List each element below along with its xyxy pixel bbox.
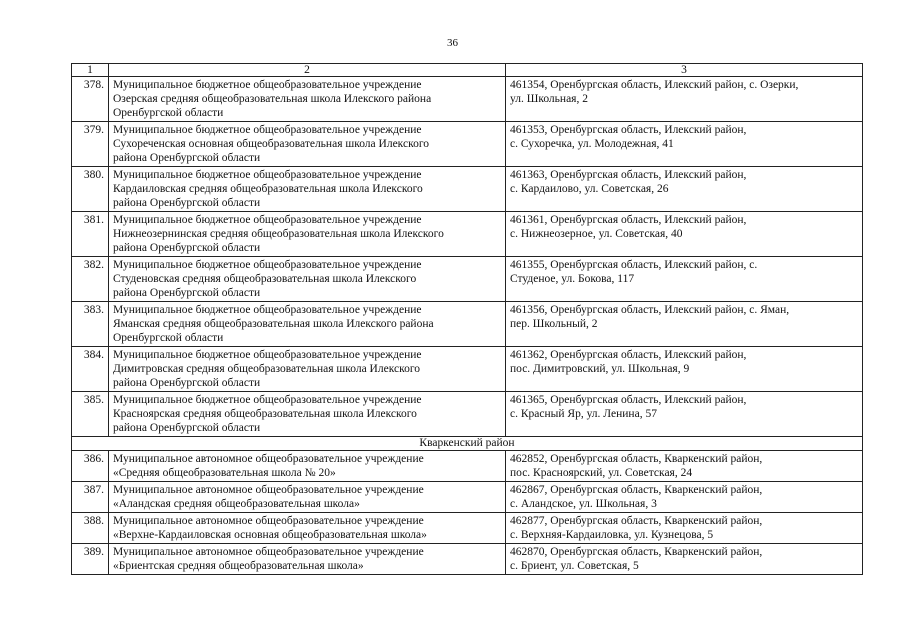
school-name-line: района Оренбургской области xyxy=(113,377,261,389)
table-body-ilek xyxy=(72,77,863,437)
row-number: 378. xyxy=(72,77,109,122)
school-name-line: Кардаиловская средняя общеобразовательная школа Илекского xyxy=(113,183,423,195)
address-line: ул. Школьная, 2 xyxy=(510,93,588,105)
address-cell xyxy=(506,77,863,122)
address-line: 461361, Оренбургская область, Илекский район, xyxy=(510,214,747,226)
table-row xyxy=(72,482,863,513)
school-name-cell xyxy=(109,77,506,122)
address-line: 462870, Оренбургская область, Кваркенский район, xyxy=(510,546,763,558)
address-line: Студеное, ул. Бокова, 117 xyxy=(510,273,635,285)
row-number: 386. xyxy=(72,451,109,482)
school-name-line: «Верхне-Кардаиловская основная общеобразовательная школа» xyxy=(113,529,427,541)
school-name-line: Муниципальное автономное общеобразовательное учреждение xyxy=(113,546,424,558)
school-name-line: Димитровская средняя общеобразовательная школа Илекского xyxy=(113,363,421,375)
school-name-line: Муниципальное бюджетное общеобразовательное учреждение xyxy=(113,349,422,361)
address-cell xyxy=(506,122,863,167)
school-name-cell xyxy=(109,302,506,347)
address-cell xyxy=(506,257,863,302)
address-line: с. Сухоречка, ул. Молодежная, 41 xyxy=(510,138,674,150)
school-name-line: района Оренбургской области xyxy=(113,242,261,254)
row-number: 380. xyxy=(72,167,109,212)
table-row xyxy=(72,77,863,122)
address-line: 462867, Оренбургская область, Кваркенский район, xyxy=(510,484,763,496)
school-name-line: района Оренбургской области xyxy=(113,422,261,434)
school-name-line: Сухореченская основная общеобразовательная школа Илекского xyxy=(113,138,430,150)
school-name-cell xyxy=(109,544,506,575)
school-name-line: Нижнеозернинская средняя общеобразовательная школа Илекского xyxy=(113,228,444,240)
school-name-line: Оренбургской области xyxy=(113,107,224,119)
school-name-line: Муниципальное бюджетное общеобразовательное учреждение xyxy=(113,124,422,136)
school-name-line: Муниципальное автономное общеобразовательное учреждение xyxy=(113,484,424,496)
table-row xyxy=(72,451,863,482)
address-cell xyxy=(506,212,863,257)
address-line: 461356, Оренбургская область, Илекский район, с. Яман, xyxy=(510,304,790,316)
address-line: с. Бриент, ул. Советская, 5 xyxy=(510,560,639,572)
school-name-cell xyxy=(109,167,506,212)
address-cell xyxy=(506,513,863,544)
school-name-line: Оренбургской области xyxy=(113,332,224,344)
address-line: 461355, Оренбургская область, Илекский район, с. xyxy=(510,259,758,271)
school-name-cell xyxy=(109,122,506,167)
district-heading: Кваркенский район xyxy=(72,437,863,451)
address-line: с. Красный Яр, ул. Ленина, 57 xyxy=(510,408,657,420)
address-line: 461363, Оренбургская область, Илекский район, xyxy=(510,169,747,181)
school-name-line: Яманская средняя общеобразовательная школа Илекского района xyxy=(113,318,434,330)
school-name-line: района Оренбургской области xyxy=(113,197,261,209)
table-row xyxy=(72,513,863,544)
address-line: с. Верхняя-Кардаиловка, ул. Кузнецова, 5 xyxy=(510,529,714,541)
row-number: 382. xyxy=(72,257,109,302)
school-name-line: Муниципальное бюджетное общеобразовательное учреждение xyxy=(113,304,422,316)
row-number: 381. xyxy=(72,212,109,257)
address-cell xyxy=(506,392,863,437)
school-name-cell xyxy=(109,513,506,544)
school-name-line: Озерская средняя общеобразовательная школа Илекского района xyxy=(113,93,432,105)
school-name-cell xyxy=(109,347,506,392)
address-line: с. Аландское, ул. Школьная, 3 xyxy=(510,498,657,510)
table-row xyxy=(72,347,863,392)
school-name-line: Муниципальное бюджетное общеобразовательное учреждение xyxy=(113,79,422,91)
table-row xyxy=(72,257,863,302)
row-number: 384. xyxy=(72,347,109,392)
school-name-line: «Аландская средняя общеобразовательная школа» xyxy=(113,498,360,510)
school-name-line: Муниципальное автономное общеобразовательное учреждение xyxy=(113,453,424,465)
table-row xyxy=(72,392,863,437)
table-row xyxy=(72,122,863,167)
school-name-cell xyxy=(109,451,506,482)
column-header-number: 1 xyxy=(72,64,109,77)
address-cell xyxy=(506,167,863,212)
school-name-line: Муниципальное бюджетное общеобразовательное учреждение xyxy=(113,214,422,226)
address-line: 462852, Оренбургская область, Кваркенский район, xyxy=(510,453,763,465)
school-name-line: «Средняя общеобразовательная школа № 20» xyxy=(113,467,336,479)
column-header-name: 2 xyxy=(109,64,506,77)
school-name-line: района Оренбургской области xyxy=(113,152,261,164)
district-heading-row xyxy=(72,437,863,451)
address-cell xyxy=(506,544,863,575)
school-name-line: района Оренбургской области xyxy=(113,287,261,299)
table-row xyxy=(72,167,863,212)
address-cell xyxy=(506,451,863,482)
table-row xyxy=(72,212,863,257)
school-name-cell xyxy=(109,257,506,302)
row-number: 388. xyxy=(72,513,109,544)
table-row xyxy=(72,302,863,347)
address-cell xyxy=(506,302,863,347)
table-body-district xyxy=(72,437,863,451)
page-number: 36 xyxy=(447,37,458,49)
table-header-row xyxy=(72,64,863,77)
address-line: 461362, Оренбургская область, Илекский район, xyxy=(510,349,747,361)
school-name-line: Муниципальное бюджетное общеобразовательное учреждение xyxy=(113,394,422,406)
table-row xyxy=(72,544,863,575)
school-name-line: Студеновская средняя общеобразовательная школа Илекского xyxy=(113,273,417,285)
school-name-cell xyxy=(109,392,506,437)
address-line: 462877, Оренбургская область, Кваркенский район, xyxy=(510,515,763,527)
column-header-address: 3 xyxy=(506,64,863,77)
school-name-line: Муниципальное бюджетное общеобразовательное учреждение xyxy=(113,169,422,181)
address-line: пос. Красноярский, ул. Советская, 24 xyxy=(510,467,693,479)
row-number: 385. xyxy=(72,392,109,437)
address-line: с. Нижнеозерное, ул. Советская, 40 xyxy=(510,228,683,240)
address-line: пос. Димитровский, ул. Школьная, 9 xyxy=(510,363,690,375)
address-cell xyxy=(506,482,863,513)
address-line: пер. Школьный, 2 xyxy=(510,318,598,330)
row-number: 387. xyxy=(72,482,109,513)
school-name-cell xyxy=(109,482,506,513)
table-body-kvarkeno xyxy=(72,451,863,575)
school-name-line: Муниципальное автономное общеобразовательное учреждение xyxy=(113,515,424,527)
row-number: 383. xyxy=(72,302,109,347)
address-line: с. Кардаилово, ул. Советская, 26 xyxy=(510,183,669,195)
school-name-line: «Бриентская средняя общеобразовательная школа» xyxy=(113,560,364,572)
row-number: 379. xyxy=(72,122,109,167)
school-name-line: Муниципальное бюджетное общеобразовательное учреждение xyxy=(113,259,422,271)
school-name-line: Красноярская средняя общеобразовательная школа Илекского xyxy=(113,408,417,420)
address-line: 461353, Оренбургская область, Илекский район, xyxy=(510,124,747,136)
address-cell xyxy=(506,347,863,392)
schools-table xyxy=(71,63,863,575)
row-number: 389. xyxy=(72,544,109,575)
school-name-cell xyxy=(109,212,506,257)
address-line: 461354, Оренбургская область, Илекский район, с. Озерки, xyxy=(510,79,799,91)
address-line: 461365, Оренбургская область, Илекский район, xyxy=(510,394,747,406)
